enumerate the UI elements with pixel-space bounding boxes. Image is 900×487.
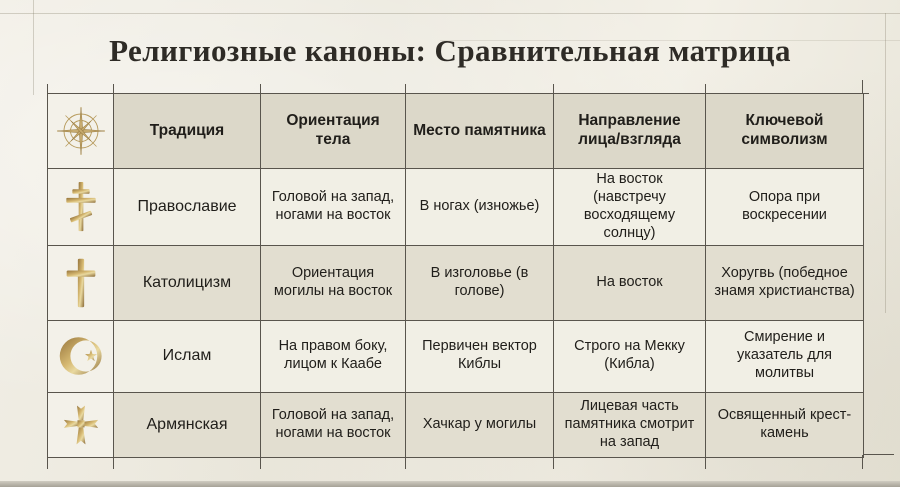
grid-overshoot-line bbox=[553, 84, 554, 93]
cell-tradition: Католицизм bbox=[114, 245, 261, 320]
cell-monument-place: В ногах (изножье) bbox=[406, 169, 554, 246]
grid-overshoot-line bbox=[862, 80, 863, 93]
table-row-armenian bbox=[48, 392, 864, 457]
header-row bbox=[48, 94, 864, 169]
cell-gaze-direction: На восток (навстречу восходящему солнцу) bbox=[554, 169, 706, 246]
cell-tradition: Православие bbox=[114, 169, 261, 246]
crescent-star-icon bbox=[56, 333, 106, 379]
cell-gaze-direction: Лицевая часть памятника смотрит на запад bbox=[554, 392, 706, 457]
cell-monument-place: В изголовье (в голове) bbox=[406, 245, 554, 320]
cell-symbolism: Освященный крест-камень bbox=[706, 392, 864, 457]
header-monument-place: Место памятника bbox=[406, 94, 554, 169]
grid-overshoot-line bbox=[113, 455, 114, 469]
row-icon-cell bbox=[48, 169, 114, 246]
page-bottom-edge bbox=[0, 481, 900, 487]
cell-gaze-direction: На восток bbox=[554, 245, 706, 320]
grid-overshoot-line bbox=[705, 84, 706, 93]
cell-gaze-direction: Строго на Мекку (Кибла) bbox=[554, 320, 706, 392]
compass-corner-cell bbox=[48, 94, 114, 169]
table-row-islam bbox=[48, 320, 864, 392]
grid-overshoot-line bbox=[405, 455, 406, 469]
row-icon-cell bbox=[48, 245, 114, 320]
grid-overshoot-line bbox=[47, 455, 48, 469]
orthodox-cross-icon bbox=[62, 179, 100, 235]
row-icon-cell bbox=[48, 320, 114, 392]
grid-overshoot-line bbox=[113, 84, 114, 93]
cell-symbolism: Хоругвь (победное знамя христианства) bbox=[706, 245, 864, 320]
header-gaze-direction: Направление лица/взгляда bbox=[554, 94, 706, 169]
grid-overshoot-line bbox=[553, 455, 554, 469]
table-row-orthodoxy bbox=[48, 169, 864, 246]
header-symbolism: Ключевой символизм bbox=[706, 94, 864, 169]
cell-body-orientation: Головой на запад, ногами на восток bbox=[261, 392, 406, 457]
cell-symbolism: Опора при воскресении bbox=[706, 169, 864, 246]
compass-rose-icon bbox=[55, 105, 107, 157]
cell-body-orientation: Ориентация могилы на восток bbox=[261, 245, 406, 320]
row-icon-cell bbox=[48, 392, 114, 457]
grid-overshoot-line bbox=[260, 455, 261, 469]
grid-overshoot-line bbox=[863, 454, 894, 455]
table-row-catholicism bbox=[48, 245, 864, 320]
cell-body-orientation: Головой на запад, ногами на восток bbox=[261, 169, 406, 246]
grid-overshoot-line bbox=[863, 93, 869, 94]
grid-overshoot-line bbox=[260, 84, 261, 93]
religion-matrix-table bbox=[47, 93, 864, 458]
header-tradition: Традиция bbox=[114, 94, 261, 169]
grid-overshoot-line bbox=[405, 84, 406, 93]
cell-monument-place: Первичен вектор Киблы bbox=[406, 320, 554, 392]
cell-body-orientation: На правом боку, лицом к Каабе bbox=[261, 320, 406, 392]
page-title: Религиозные каноны: Сравнительная матрица bbox=[109, 33, 791, 68]
header-body-orientation: Ориентация тела bbox=[261, 94, 406, 169]
cell-tradition: Ислам bbox=[114, 320, 261, 392]
grid-overshoot-line bbox=[47, 84, 48, 93]
armenian-cross-icon bbox=[61, 399, 101, 451]
grid-overshoot-line bbox=[705, 455, 706, 469]
latin-cross-icon bbox=[63, 257, 99, 309]
paper-frame-line bbox=[0, 13, 900, 14]
cell-tradition: Армянская bbox=[114, 392, 261, 457]
grid-overshoot-line bbox=[862, 455, 863, 469]
comparison-table bbox=[47, 93, 863, 458]
cell-symbolism: Смирение и указатель для молитвы bbox=[706, 320, 864, 392]
cell-monument-place: Хачкар у могилы bbox=[406, 392, 554, 457]
